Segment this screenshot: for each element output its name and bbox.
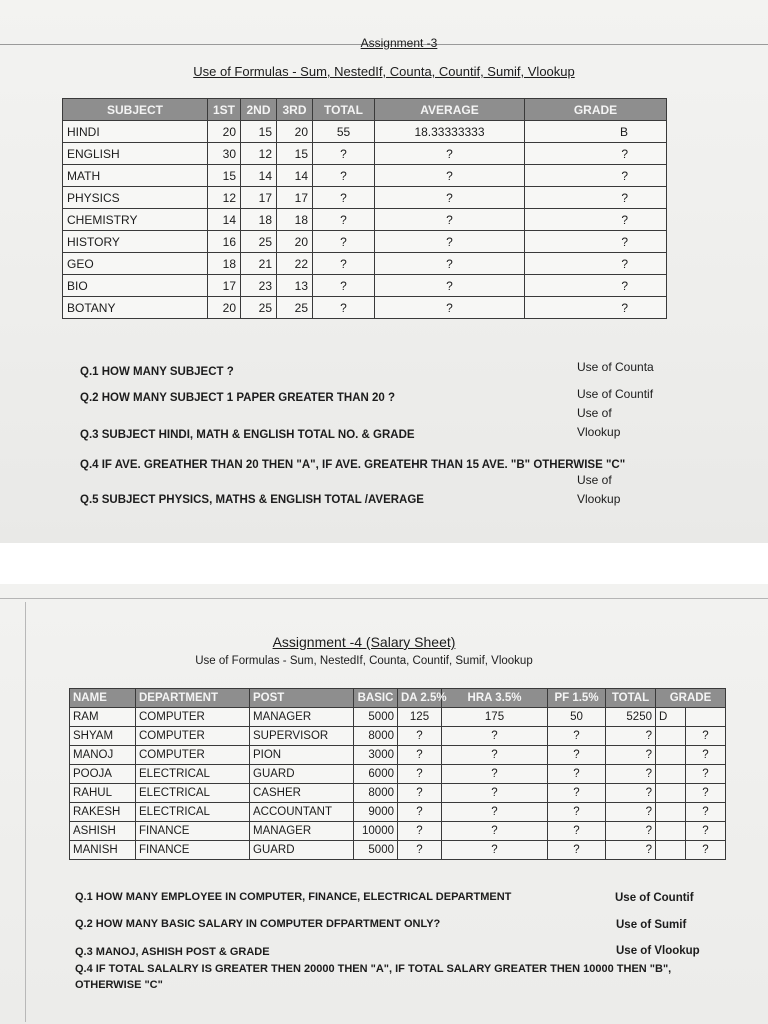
salary-note-vlookup: Use of Vlookup xyxy=(616,945,700,957)
table-row xyxy=(70,746,726,765)
cell-grade: ? xyxy=(525,253,667,275)
cell-total: ? xyxy=(606,746,656,765)
cell-da: ? xyxy=(398,841,442,860)
table-row xyxy=(63,275,667,297)
header-hra: HRA 3.5% xyxy=(442,689,548,708)
cell-total: ? xyxy=(606,727,656,746)
cell-3rd: 22 xyxy=(277,253,313,275)
cell-grade: ? xyxy=(525,275,667,297)
cell-total: ? xyxy=(313,253,375,275)
cell-grade xyxy=(656,727,686,746)
cell-1st: 30 xyxy=(208,143,241,165)
cell-basic: 3000 xyxy=(354,746,398,765)
page-top-line-2 xyxy=(0,598,768,599)
cell-name: RAHUL xyxy=(70,784,136,803)
table-row xyxy=(63,187,667,209)
cell-da: ? xyxy=(398,727,442,746)
cell-grade-extra: ? xyxy=(686,784,726,803)
cell-3rd: 14 xyxy=(277,165,313,187)
cell-grade-extra: ? xyxy=(686,822,726,841)
table-row xyxy=(63,121,667,143)
assignment-3-title: Assignment -3 xyxy=(360,36,438,50)
cell-basic: 8000 xyxy=(354,784,398,803)
cell-total: ? xyxy=(313,275,375,297)
cell-subject: HISTORY xyxy=(63,231,208,253)
table-row xyxy=(63,297,667,319)
cell-subject: GEO xyxy=(63,253,208,275)
header-post: POST xyxy=(250,689,354,708)
cell-da: ? xyxy=(398,765,442,784)
cell-1st: 14 xyxy=(208,209,241,231)
cell-basic: 5000 xyxy=(354,708,398,727)
cell-total: ? xyxy=(606,822,656,841)
cell-post: SUPERVISOR xyxy=(250,727,354,746)
cell-name: SHYAM xyxy=(70,727,136,746)
header-pf: PF 1.5% xyxy=(548,689,606,708)
salary-sheet-table xyxy=(69,688,726,860)
cell-average: 18.33333333 xyxy=(375,121,525,143)
cell-da: ? xyxy=(398,746,442,765)
cell-1st: 18 xyxy=(208,253,241,275)
table-row xyxy=(63,253,667,275)
cell-total: ? xyxy=(313,209,375,231)
cell-da: 125 xyxy=(398,708,442,727)
header-2nd: 2ND xyxy=(241,99,277,121)
cell-total: ? xyxy=(606,841,656,860)
cell-2nd: 17 xyxy=(241,187,277,209)
cell-average: ? xyxy=(375,143,525,165)
cell-2nd: 23 xyxy=(241,275,277,297)
assignment-4-subtitle: Use of Formulas - Sum, NestedIf, Counta, Countif, Sumif, Vlookup xyxy=(195,655,533,667)
cell-subject: PHYSICS xyxy=(63,187,208,209)
header-salary-grade: GRADE xyxy=(656,689,726,708)
cell-name: POOJA xyxy=(70,765,136,784)
cell-da: ? xyxy=(398,822,442,841)
cell-total: ? xyxy=(313,187,375,209)
table-row xyxy=(70,841,726,860)
cell-subject: BOTANY xyxy=(63,297,208,319)
header-name: NAME xyxy=(70,689,136,708)
cell-basic: 9000 xyxy=(354,803,398,822)
header-da: DA 2.5% xyxy=(398,689,442,708)
cell-1st: 15 xyxy=(208,165,241,187)
cell-grade-extra: ? xyxy=(686,727,726,746)
cell-subject: ENGLISH xyxy=(63,143,208,165)
cell-2nd: 25 xyxy=(241,231,277,253)
salary-header-row xyxy=(70,689,726,708)
cell-1st: 16 xyxy=(208,231,241,253)
subject-marks-table xyxy=(62,98,667,319)
cell-2nd: 21 xyxy=(241,253,277,275)
cell-pf: ? xyxy=(548,784,606,803)
assignment-4-sheet xyxy=(0,584,768,1024)
cell-average: ? xyxy=(375,275,525,297)
cell-hra: ? xyxy=(442,784,548,803)
cell-average: ? xyxy=(375,297,525,319)
header-grade: GRADE xyxy=(525,99,667,121)
cell-pf: ? xyxy=(548,822,606,841)
cell-total: 55 xyxy=(313,121,375,143)
cell-name: RAKESH xyxy=(70,803,136,822)
cell-pf: ? xyxy=(548,841,606,860)
cell-total: ? xyxy=(313,297,375,319)
table-row xyxy=(63,231,667,253)
table-row xyxy=(63,209,667,231)
cell-department: COMPUTER xyxy=(136,746,250,765)
cell-2nd: 25 xyxy=(241,297,277,319)
cell-total: ? xyxy=(313,231,375,253)
table-row xyxy=(70,784,726,803)
cell-total: 5250 xyxy=(606,708,656,727)
cell-department: COMPUTER xyxy=(136,708,250,727)
cell-department: ELECTRICAL xyxy=(136,765,250,784)
cell-pf: ? xyxy=(548,803,606,822)
cell-department: FINANCE xyxy=(136,841,250,860)
question-2: Q.2 HOW MANY SUBJECT 1 PAPER GREATER THAN 20 ? xyxy=(80,392,396,404)
table-row xyxy=(70,803,726,822)
cell-grade xyxy=(656,822,686,841)
header-subject: SUBJECT xyxy=(63,99,208,121)
cell-name: RAM xyxy=(70,708,136,727)
cell-hra: ? xyxy=(442,746,548,765)
header-department: DEPARTMENT xyxy=(136,689,250,708)
cell-grade-extra: ? xyxy=(686,841,726,860)
cell-basic: 10000 xyxy=(354,822,398,841)
cell-subject: HINDI xyxy=(63,121,208,143)
question-5: Q.5 SUBJECT PHYSICS, MATHS & ENGLISH TOTAL /AVERAGE xyxy=(80,494,424,506)
cell-3rd: 15 xyxy=(277,143,313,165)
cell-pf: ? xyxy=(548,765,606,784)
header-1st: 1ST xyxy=(208,99,241,121)
cell-da: ? xyxy=(398,784,442,803)
cell-post: CASHER xyxy=(250,784,354,803)
cell-grade xyxy=(656,765,686,784)
cell-grade: B xyxy=(525,121,667,143)
cell-3rd: 20 xyxy=(277,231,313,253)
cell-2nd: 12 xyxy=(241,143,277,165)
question-1: Q.1 HOW MANY SUBJECT ? xyxy=(80,366,234,378)
cell-hra: ? xyxy=(442,841,548,860)
salary-question-2: Q.2 HOW MANY BASIC SALARY IN COMPUTER DFPARTMENT ONLY? xyxy=(75,918,441,930)
cell-grade: ? xyxy=(525,187,667,209)
cell-total: ? xyxy=(606,784,656,803)
note-counta: Use of Counta xyxy=(577,360,654,374)
table-row xyxy=(70,708,726,727)
header-basic: BASIC xyxy=(354,689,398,708)
cell-department: ELECTRICAL xyxy=(136,803,250,822)
cell-post: GUARD xyxy=(250,765,354,784)
cell-grade: ? xyxy=(525,143,667,165)
cell-grade-extra: ? xyxy=(686,765,726,784)
cell-department: COMPUTER xyxy=(136,727,250,746)
cell-grade: ? xyxy=(525,297,667,319)
cell-2nd: 15 xyxy=(241,121,277,143)
cell-3rd: 25 xyxy=(277,297,313,319)
note-vlookup-1: Vlookup xyxy=(577,425,621,439)
cell-2nd: 14 xyxy=(241,165,277,187)
question-4: Q.4 IF AVE. GREATHER THAN 20 THEN "A", IF AVE. GREATEHR THAN 15 AVE. "B" OTHERWISE "C" xyxy=(80,459,626,471)
cell-hra: ? xyxy=(442,765,548,784)
cell-1st: 20 xyxy=(208,121,241,143)
assignment-4-title: Assignment -4 (Salary Sheet) xyxy=(272,634,456,650)
cell-hra: ? xyxy=(442,803,548,822)
cell-3rd: 17 xyxy=(277,187,313,209)
table-row xyxy=(70,822,726,841)
table-row xyxy=(63,143,667,165)
cell-da: ? xyxy=(398,803,442,822)
header-average: AVERAGE xyxy=(375,99,525,121)
cell-grade: ? xyxy=(525,165,667,187)
cell-grade-extra xyxy=(686,708,726,727)
header-total: TOTAL xyxy=(313,99,375,121)
cell-hra: ? xyxy=(442,727,548,746)
cell-grade xyxy=(656,746,686,765)
cell-subject: MATH xyxy=(63,165,208,187)
table-row xyxy=(63,165,667,187)
cell-grade: ? xyxy=(525,231,667,253)
table-row xyxy=(70,765,726,784)
cell-pf: ? xyxy=(548,727,606,746)
cell-grade xyxy=(656,784,686,803)
cell-grade: D xyxy=(656,708,686,727)
cell-hra: 175 xyxy=(442,708,548,727)
cell-subject: BIO xyxy=(63,275,208,297)
cell-basic: 8000 xyxy=(354,727,398,746)
salary-note-countif: Use of Countif xyxy=(615,892,694,904)
cell-total: ? xyxy=(313,165,375,187)
cell-average: ? xyxy=(375,187,525,209)
cell-average: ? xyxy=(375,165,525,187)
cell-average: ? xyxy=(375,209,525,231)
cell-post: ACCOUNTANT xyxy=(250,803,354,822)
cell-1st: 12 xyxy=(208,187,241,209)
cell-post: GUARD xyxy=(250,841,354,860)
note-use-of-2: Use of xyxy=(577,473,612,487)
note-vlookup-2: Vlookup xyxy=(577,492,621,506)
cell-pf: ? xyxy=(548,746,606,765)
cell-pf: 50 xyxy=(548,708,606,727)
note-countif: Use of Countif xyxy=(577,387,654,401)
cell-total: ? xyxy=(313,143,375,165)
cell-subject: CHEMISTRY xyxy=(63,209,208,231)
cell-basic: 6000 xyxy=(354,765,398,784)
cell-1st: 20 xyxy=(208,297,241,319)
cell-average: ? xyxy=(375,253,525,275)
cell-name: ASHISH xyxy=(70,822,136,841)
assignment-3-subtitle: Use of Formulas - Sum, NestedIf, Counta, Countif, Sumif, Vlookup xyxy=(193,64,575,79)
cell-3rd: 13 xyxy=(277,275,313,297)
cell-grade-extra: ? xyxy=(686,746,726,765)
header-3rd: 3RD xyxy=(277,99,313,121)
cell-total: ? xyxy=(606,765,656,784)
cell-3rd: 20 xyxy=(277,121,313,143)
header-total-salary: TOTAL xyxy=(606,689,656,708)
cell-post: PION xyxy=(250,746,354,765)
cell-3rd: 18 xyxy=(277,209,313,231)
salary-question-4: Q.4 IF TOTAL SALALRY IS GREATER THEN 20000 THEN "A", IF TOTAL SALARY GREATER THEN 10000 THEN "B", OTHERWISE "C" xyxy=(75,963,672,991)
cell-2nd: 18 xyxy=(241,209,277,231)
cell-grade: ? xyxy=(525,209,667,231)
cell-department: ELECTRICAL xyxy=(136,784,250,803)
salary-note-sumif: Use of Sumif xyxy=(616,919,687,931)
cell-average: ? xyxy=(375,231,525,253)
table-row xyxy=(70,727,726,746)
cell-post: MANAGER xyxy=(250,708,354,727)
note-use-of-1: Use of xyxy=(577,406,612,420)
table-header-row xyxy=(63,99,667,121)
salary-question-3: Q.3 MANOJ, ASHISH POST & GRADE xyxy=(75,946,270,958)
cell-grade xyxy=(656,841,686,860)
question-3: Q.3 SUBJECT HINDI, MATH & ENGLISH TOTAL NO. & GRADE xyxy=(80,429,415,441)
cell-post: MANAGER xyxy=(250,822,354,841)
cell-1st: 17 xyxy=(208,275,241,297)
cell-name: MANOJ xyxy=(70,746,136,765)
cell-grade xyxy=(656,803,686,822)
cell-department: FINANCE xyxy=(136,822,250,841)
salary-question-1: Q.1 HOW MANY EMPLOYEE IN COMPUTER, FINANCE, ELECTRICAL DEPARTMENT xyxy=(75,891,512,903)
cell-grade-extra: ? xyxy=(686,803,726,822)
cell-hra: ? xyxy=(442,822,548,841)
cell-name: MANISH xyxy=(70,841,136,860)
cell-total: ? xyxy=(606,803,656,822)
cell-basic: 5000 xyxy=(354,841,398,860)
